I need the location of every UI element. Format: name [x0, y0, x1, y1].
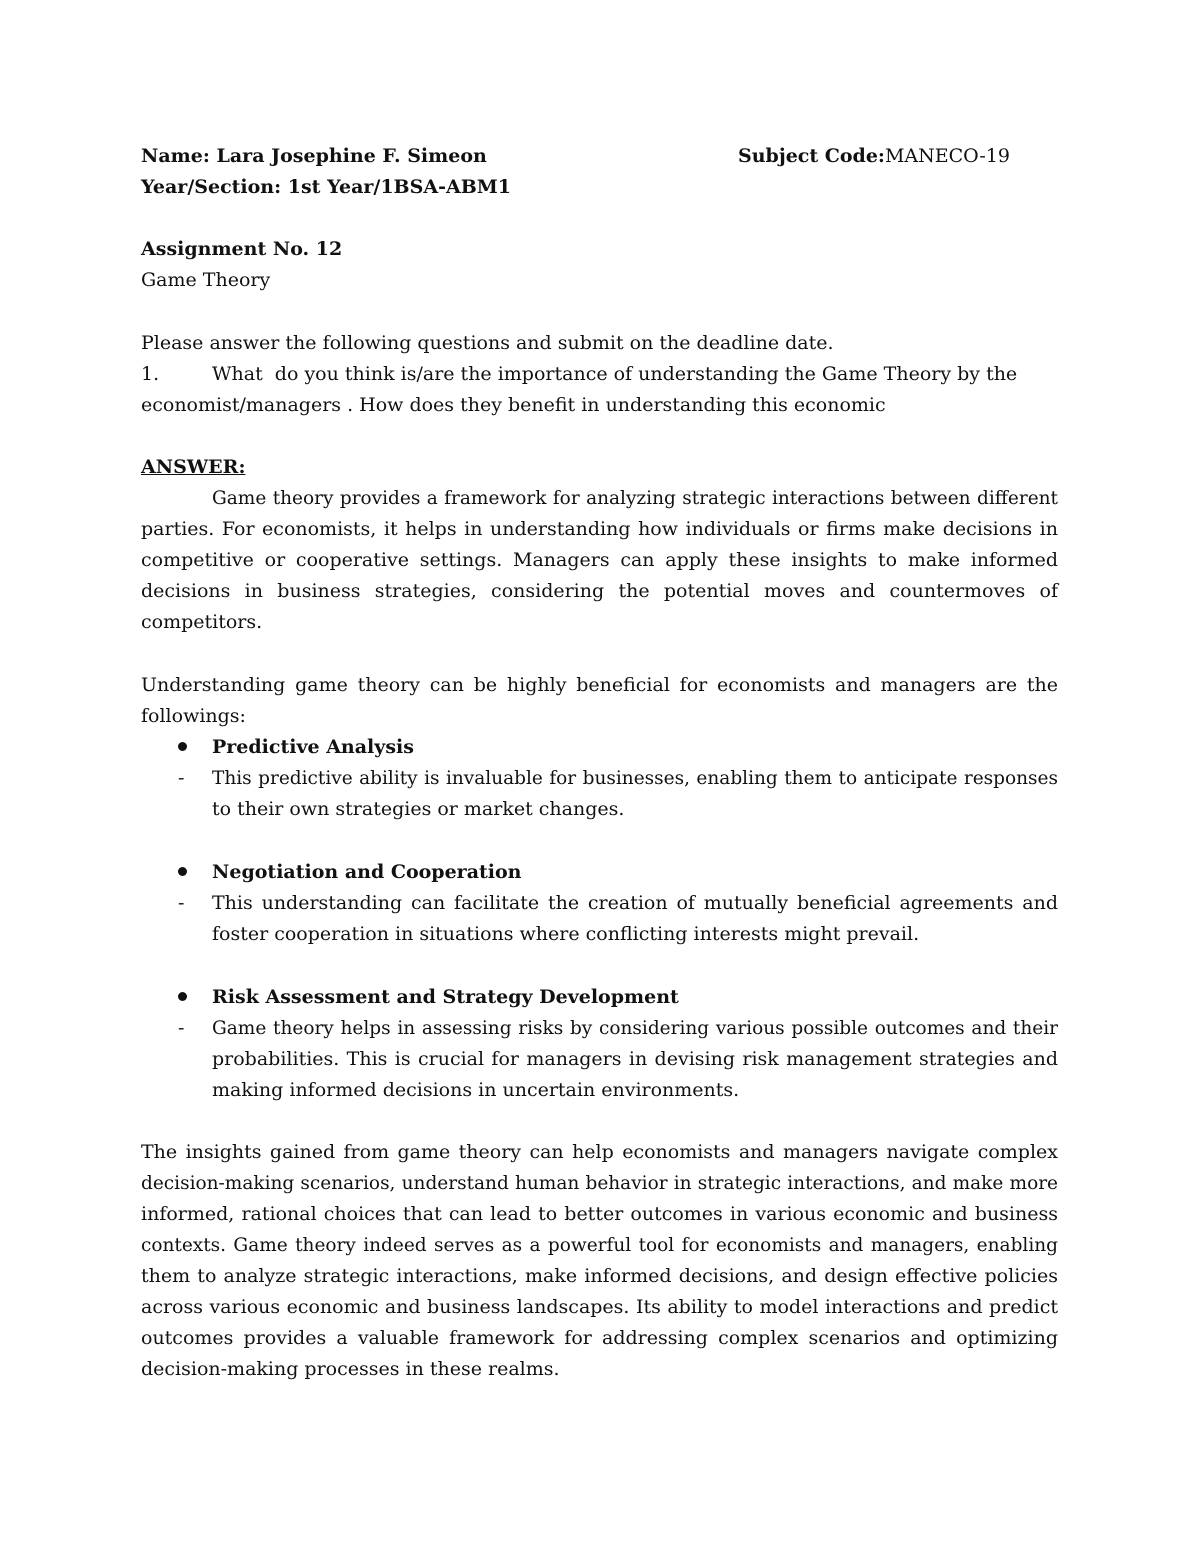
- subject-label: Subject Code:: [738, 145, 885, 167]
- conclusion-line: contexts. Game theory indeed serves as a powerful tool for economists and managers, enabling: [141, 1235, 1058, 1256]
- para2-line: Understanding game theory can be highly beneficial for economists and managers are the: [141, 674, 1058, 696]
- para1-line: parties. For economists, it helps in understanding how individuals or firms make decisions in: [141, 518, 1058, 540]
- bullet-icon: [178, 742, 187, 751]
- bullet-line: probabilities. This is crucial for managers in devising risk management strategies and: [212, 1048, 1058, 1070]
- bullet-title: Risk Assessment and Strategy Development: [212, 986, 679, 1008]
- instructions: Please answer the following questions and submit on the deadline date.: [141, 332, 834, 354]
- assignment-title: Assignment No. 12: [141, 238, 343, 260]
- question-number: 1.: [141, 363, 160, 385]
- bullet-line: to their own strategies or market changes.: [212, 798, 625, 820]
- bullet-icon: [178, 992, 187, 1001]
- assignment-topic: Game Theory: [141, 269, 271, 291]
- subject-line: [738, 141, 1010, 172]
- year-label: Year/Section:: [141, 176, 282, 198]
- name-line: [141, 141, 487, 172]
- bullet-title: Predictive Analysis: [212, 736, 414, 758]
- conclusion-line: The insights gained from game theory can help economists and managers navigate complex: [141, 1141, 1058, 1163]
- year-section: 1st Year/1BSA-ABM1: [287, 176, 512, 198]
- name-label: Name:: [141, 145, 210, 167]
- question-line-1: What do you think is/are the importance of understanding the Game Theory by the: [212, 363, 1018, 385]
- para1-line: Game theory provides a framework for analyzing strategic interactions between different: [212, 488, 1058, 509]
- answer-heading: ANSWER:: [141, 456, 246, 478]
- dash-marker: -: [178, 892, 185, 914]
- para1-line: decisions in business strategies, considering the potential moves and countermoves of: [141, 580, 1058, 602]
- subject-code: MANECO-19: [884, 145, 1011, 167]
- bullet-line: foster cooperation in situations where conflicting interests might prevail.: [212, 923, 920, 945]
- dash-marker: -: [178, 1017, 185, 1039]
- conclusion-line: decision-making processes in these realms.: [141, 1358, 560, 1380]
- para1-line: competitors.: [141, 611, 263, 633]
- dash-marker: -: [178, 767, 185, 789]
- year-section-line: [141, 172, 511, 203]
- conclusion-line: outcomes provides a valuable framework for addressing complex scenarios and optimizing: [141, 1327, 1058, 1349]
- bullet-title: Negotiation and Cooperation: [212, 861, 522, 883]
- bullet-icon: [178, 867, 187, 876]
- bullet-line: This understanding can facilitate the creation of mutually beneficial agreements and: [212, 892, 1058, 914]
- question-line-2: economist/managers . How does they benefit in understanding this economic: [141, 394, 886, 416]
- student-name: Lara Josephine F. Simeon: [216, 145, 487, 167]
- para2-line: followings:: [141, 705, 246, 727]
- conclusion-line: decision-making scenarios, understand human behavior in strategic interactions, and make more: [141, 1173, 1058, 1194]
- bullet-line: Game theory helps in assessing risks by considering various possible outcomes and their: [212, 1018, 1058, 1039]
- conclusion-line: informed, rational choices that can lead to better outcomes in various economic and business: [141, 1203, 1058, 1225]
- para1-line: competitive or cooperative settings. Managers can apply these insights to make informed: [141, 549, 1058, 571]
- conclusion-line: across various economic and business landscapes. Its ability to model interactions and predict: [141, 1296, 1058, 1318]
- bullet-line: making informed decisions in uncertain environments.: [212, 1079, 740, 1101]
- bullet-line: This predictive ability is invaluable for businesses, enabling them to anticipate responses: [212, 768, 1058, 789]
- conclusion-line: them to analyze strategic interactions, make informed decisions, and design effective policies: [141, 1265, 1058, 1287]
